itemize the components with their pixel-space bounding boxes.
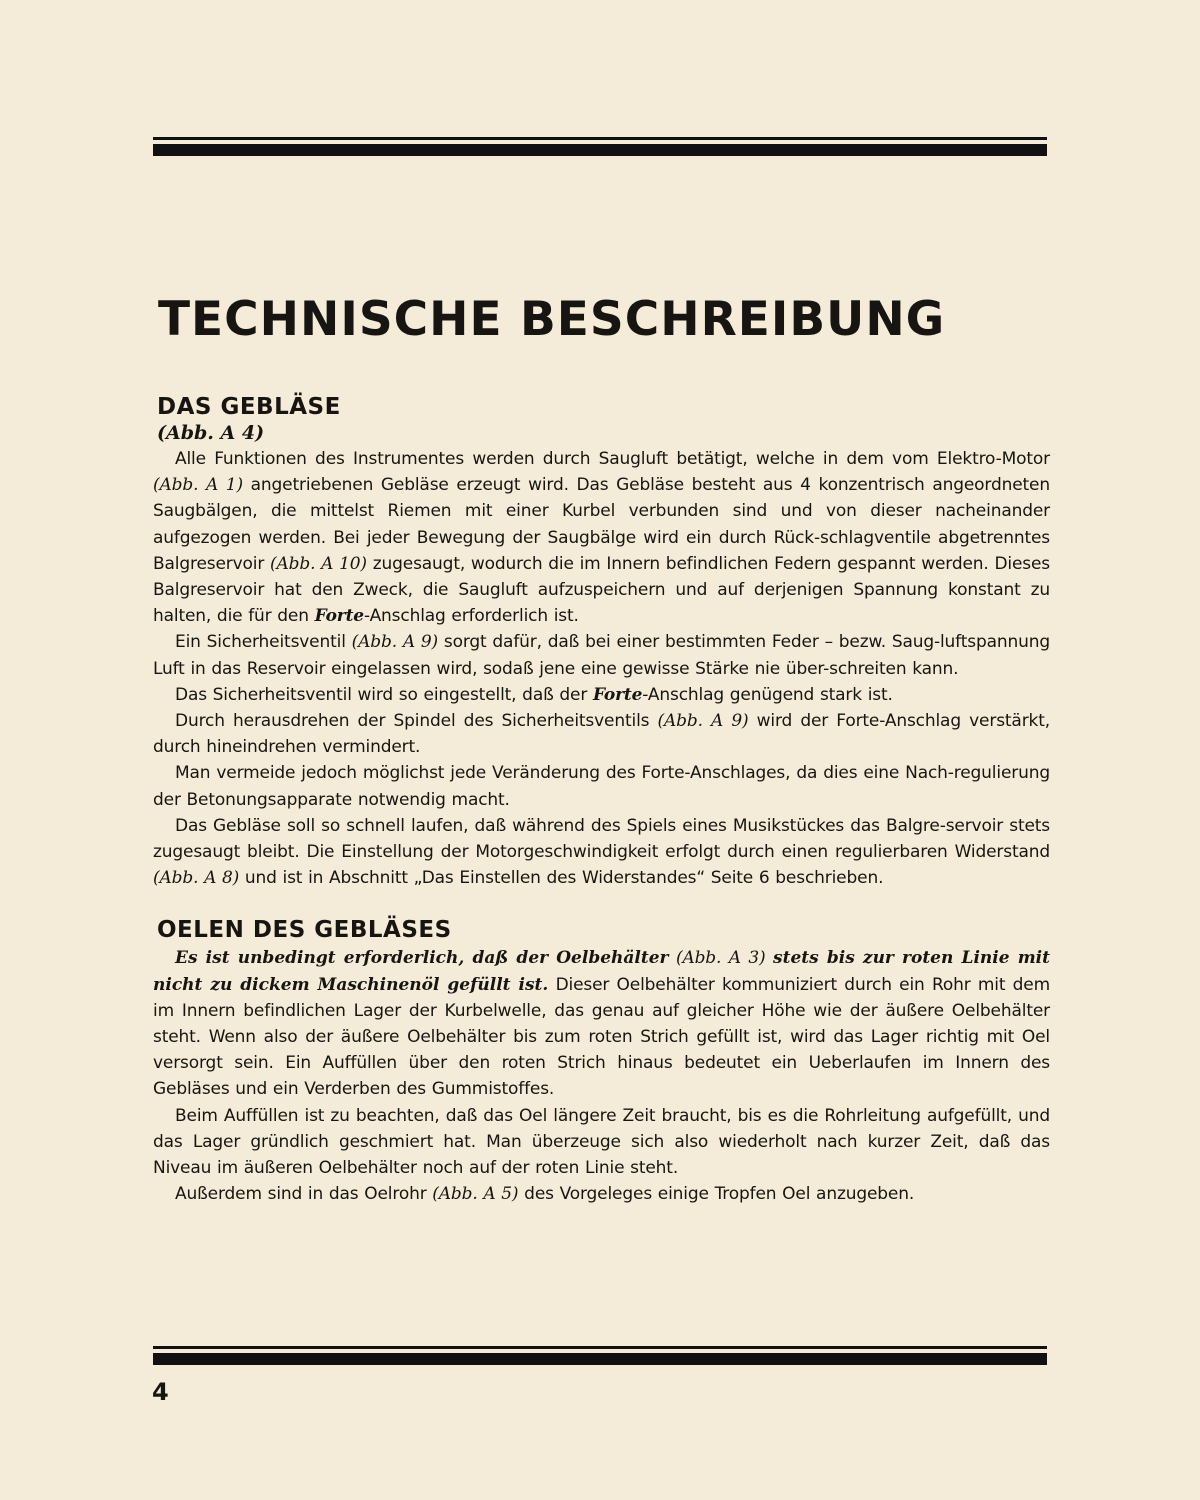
emphasis-text: stets bis zur roten Linie mit nicht zu dickem Maschinenöl gefüllt ist. <box>153 948 1050 995</box>
paragraph-auffuellen <box>153 1103 1050 1182</box>
section-heading-oelen: OELEN DES GEBLÄSES <box>157 917 452 944</box>
figure-reference: (Abb. A 3) <box>668 948 774 969</box>
page-title: TECHNISCHE BESCHREIBUNG <box>158 292 946 347</box>
text-run: und ist in Abschnitt „Das Einstellen des Widerstandes“ Seite 6 beschrieben. <box>239 868 884 889</box>
text-run: Ein Sicherheitsventil <box>175 632 352 653</box>
bottom-rule-thick <box>153 1353 1047 1365</box>
section-heading-geblaese: DAS GEBLÄSE <box>157 394 341 420</box>
figure-reference: (Abb. A 8) <box>153 868 240 889</box>
paragraph-spindel <box>153 708 1050 760</box>
text-run: sorgt dafür, daß bei einer bestimmten Feder – bezw. Saug-luftspannung Luft in das Reservoir eingelassen wird, sodaß jene eine gewisse Stärke nie über-schreiten kann. <box>153 632 1050 679</box>
paragraph-veraenderung <box>153 760 1050 812</box>
paragraph-einstellung <box>153 682 1050 708</box>
bold-term: Forte <box>592 684 643 705</box>
main-content <box>153 392 1050 1207</box>
text-run: angetriebenen Gebläse erzeugt wird. Das Gebläse besteht aus 4 konzentrisch angeordneten Saugbälgen, die mittelst Riemen mit einer Kurbel verbunden sind und von dieser nacheinander aufgezogen werden. Bei jeder Bewegung der Saugbälge wird ein durch Rück-schlagventile abgetrenntes Balgreservoir <box>153 475 1050 574</box>
figure-reference: (Abb. A 9) <box>351 632 439 653</box>
section-geblaese <box>153 392 1050 891</box>
top-rule-thin <box>153 137 1047 140</box>
top-rule-thick <box>153 144 1047 156</box>
text-run: -Anschlag genügend stark ist. <box>642 684 893 705</box>
figure-reference: (Abb. A 5) <box>432 1184 519 1205</box>
text-run: Das Gebläse soll so schnell laufen, daß während des Spiels eines Musikstückes das Balgre-servoir stets zugesaugt bleibt. Die Einstellung der Motorgeschwindigkeit erfolgt durch einen regulierbaren Widerstand <box>153 815 1050 863</box>
bold-term: Forte <box>314 606 364 627</box>
bottom-rule <box>153 1346 1047 1365</box>
top-rule <box>153 137 1047 156</box>
text-run: Durch herausdrehen der Spindel des Sicherheitsventils <box>175 711 658 732</box>
text-run: Man vermeide jedoch möglichst jede Veränderung des Forte-Anschlages, da dies eine Nach-regulierung der Betonungsapparate notwendig macht. <box>153 763 1050 810</box>
page-number: 4 <box>152 1378 169 1406</box>
figure-reference: (Abb. A 1) <box>153 475 243 496</box>
figure-reference-heading: (Abb. A 4) <box>157 422 265 444</box>
paragraph-oelrohr <box>153 1181 1050 1207</box>
text-run: des Vorgeleges einige Tropfen Oel anzugeben. <box>518 1184 915 1205</box>
text-run: wird der Forte-Anschlag verstärkt, durch hineindrehen vermindert. <box>153 711 1050 758</box>
section-oelen <box>153 915 1050 1207</box>
figure-reference: (Abb. A 10) <box>270 553 367 574</box>
paragraph-geschwindigkeit <box>153 813 1050 892</box>
text-run: -Anschlag erforderlich ist. <box>363 606 579 627</box>
text-run: Dieser Oelbehälter kommuniziert durch ein Rohr mit dem im Innern befindlichen Lager der Kurbelwelle, das genau auf gleicher Höhe wie der äußere Oelbehälter steht. Wenn also der äußere Oelbehälter bis zum roten Strich gefüllt ist, wird das Lager richtig mit Oel versorgt sein. Ein Auffüllen über den roten Strich hinaus bedeutet ein Ueberlaufen im Innern des Gebläses und ein Verderben des Gummistoffes. <box>153 974 1050 1100</box>
bottom-rule-thin <box>153 1346 1047 1349</box>
paragraph-funktionen <box>153 446 1050 629</box>
text-run: zugesaugt, wodurch die im Innern befindlichen Federn gespannt werden. Dieses Balgreservoir hat den Zweck, die Saugluft aufzuspeichern und auf derjenigen Spannung konstant zu halten, die für den <box>153 553 1051 627</box>
text-run: Alle Funktionen des Instrumentes werden durch Saugluft betätigt, welche in dem vom Elektro-Motor <box>175 449 1050 469</box>
text-run: Das Sicherheitsventil wird so eingestellt, daß der <box>175 684 593 705</box>
emphasis-text: Es ist unbedingt erforderlich, daß der Oelbehälter <box>175 948 669 969</box>
text-run: Außerdem sind in das Oelrohr <box>175 1184 433 1205</box>
figure-reference: (Abb. A 9) <box>657 711 749 732</box>
text-run: Beim Auffüllen ist zu beachten, daß das Oel längere Zeit braucht, bis es die Rohrleitung aufgefüllt, und das Lager gründlich geschmiert hat. Man überzeuge sich also wiederholt nach kurzer Zeit, daß das Niveau im äußeren Oelbehälter noch auf der roten Linie steht. <box>153 1105 1050 1179</box>
paragraph-oelbehaelter <box>153 945 1050 1102</box>
paragraph-sicherheitsventil <box>153 629 1050 681</box>
